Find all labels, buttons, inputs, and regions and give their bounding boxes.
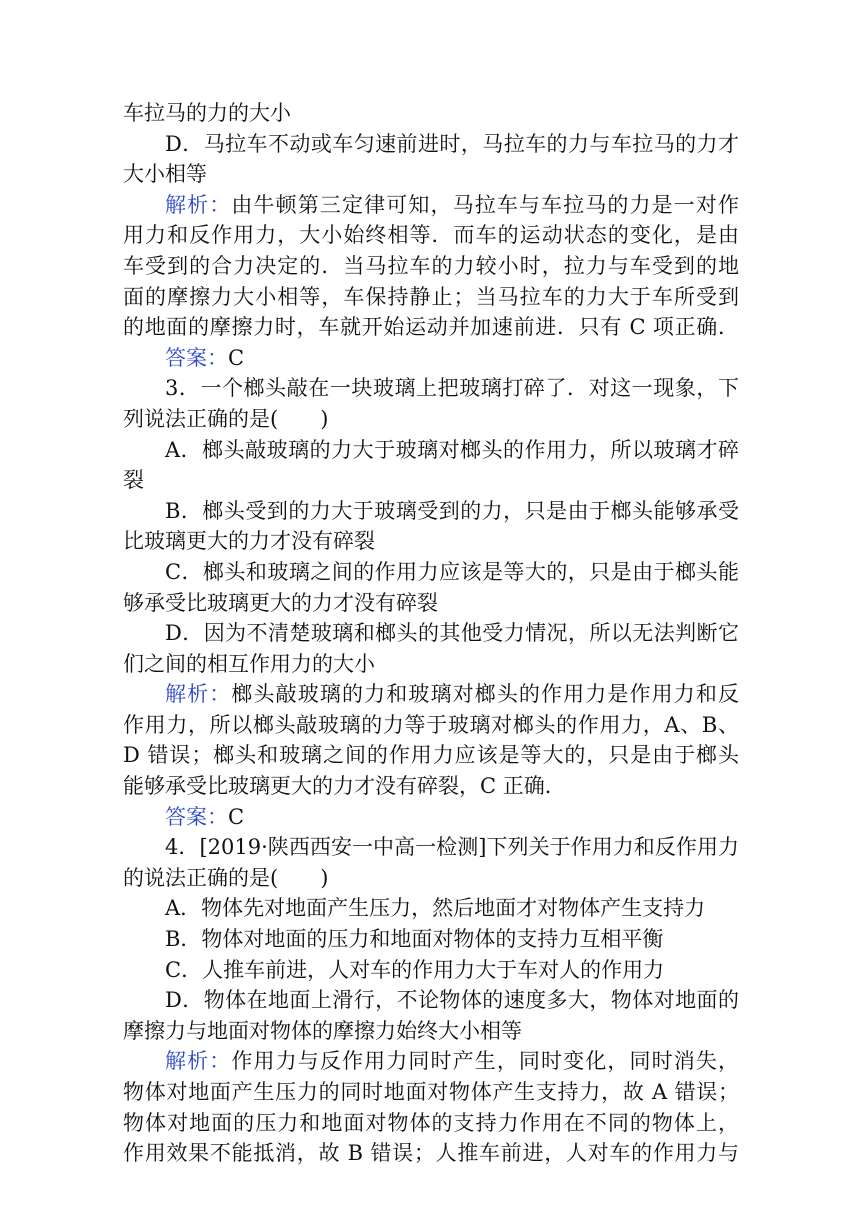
line-text: C (228, 804, 245, 829)
text-line (123, 740, 739, 771)
text-line (123, 1138, 739, 1169)
line-text: 的地面的摩擦力时，车就开始运动并加速前进．只有 C 项正确． (123, 315, 739, 340)
text-line (123, 251, 739, 282)
line-text: 作用效果不能抵消，故 B 错误；人推车前进，人对车的作用力与 (123, 1141, 739, 1166)
line-text: 用力和反作用力，大小始终相等．而车的运动状态的变化，是由 (123, 223, 739, 248)
line-text: D．马拉车不动或车匀速前进时，马拉车的力与车拉马的力才 (165, 131, 739, 156)
text-line (123, 159, 739, 190)
text-line (123, 129, 739, 160)
text-line (123, 893, 739, 924)
text-line (123, 98, 739, 129)
section-label: 解析： (165, 1049, 232, 1074)
section-label: 解析： (165, 192, 232, 217)
text-line (123, 955, 739, 986)
document-body (123, 98, 739, 1169)
line-text: 大小相等 (123, 162, 207, 187)
text-line (123, 863, 739, 894)
line-text: 列说法正确的是( ) (123, 406, 329, 431)
line-text: 裂 (123, 468, 144, 493)
labeled-text-line (123, 1046, 739, 1077)
line-text: 由牛顿第三定律可知，马拉车与车拉马的力是一对作 (231, 192, 740, 217)
line-text: 们之间的相互作用力的大小 (123, 651, 375, 676)
line-text: A．物体先对地面产生压力，然后地面才对物体产生支持力 (165, 896, 706, 921)
line-text: A．榔头敲玻璃的力大于玻璃对榔头的作用力，所以玻璃才碎 (165, 437, 739, 462)
line-text: B．榔头受到的力大于玻璃受到的力，只是由于榔头能够承受 (165, 498, 739, 523)
section-label: 答案： (165, 345, 228, 370)
line-text: D．物体在地面上滑行，不论物体的速度多大，物体对地面的 (165, 988, 739, 1013)
line-text: C．人推车前进，人对车的作用力大于车对人的作用力 (165, 957, 665, 982)
text-line (123, 557, 739, 588)
line-text: 4．[2019·陕西西安一中高一检测]下列关于作用力和反作用力 (165, 835, 739, 860)
labeled-text-line (123, 343, 739, 374)
text-line (123, 465, 739, 496)
text-line (123, 1077, 739, 1108)
text-line (123, 649, 739, 680)
text-line (123, 1108, 739, 1139)
line-text: 物体对地面产生压力的同时地面对物体产生支持力，故 A 错误； (123, 1080, 739, 1104)
text-line (123, 924, 739, 955)
line-text: C (228, 345, 245, 370)
text-line (123, 771, 739, 802)
text-line (123, 1016, 739, 1047)
text-line (123, 220, 739, 251)
section-label: 答案： (165, 804, 228, 829)
text-line (123, 373, 739, 404)
text-line (123, 832, 739, 863)
text-line (123, 312, 739, 343)
text-line (123, 282, 739, 313)
labeled-text-line (123, 190, 739, 221)
text-line (123, 618, 739, 649)
labeled-text-line (123, 802, 739, 833)
text-line (123, 526, 739, 557)
line-text: 榔头敲玻璃的力和玻璃对榔头的作用力是作用力和反 (231, 682, 740, 707)
line-text: 作用力与反作用力同时产生，同时变化，同时消失， (231, 1049, 740, 1074)
line-text: 物体对地面的压力和地面对物体的支持力作用在不同的物体上， (123, 1110, 739, 1135)
line-text: 车受到的合力决定的．当马拉车的力较小时，拉力与车受到的地 (123, 253, 739, 278)
line-text: D 错误；榔头和玻璃之间的作用力应该是等大的，只是由于榔头 (123, 743, 739, 768)
line-text: 能够承受比玻璃更大的力才没有碎裂，C 正确． (123, 774, 566, 799)
line-text: 作用力，所以榔头敲玻璃的力等于玻璃对榔头的作用力，A、B、 (123, 712, 739, 737)
labeled-text-line (123, 679, 739, 710)
line-text: 的说法正确的是( ) (123, 865, 329, 890)
line-text: 摩擦力与地面对物体的摩擦力始终大小相等 (123, 1018, 522, 1043)
line-text: B．物体对地面的压力和地面对物体的支持力互相平衡 (165, 927, 664, 952)
text-line (123, 435, 739, 466)
text-line (123, 404, 739, 435)
line-text: 3．一个榔头敲在一块玻璃上把玻璃打碎了．对这一现象，下 (165, 376, 739, 401)
line-text: C．榔头和玻璃之间的作用力应该是等大的，只是由于榔头能 (165, 559, 739, 584)
line-text: 面的摩擦力大小相等，车保持静止；当马拉车的力大于车所受到 (123, 284, 739, 309)
text-line (123, 588, 739, 619)
line-text: 车拉马的力的大小 (123, 101, 291, 125)
line-text: 比玻璃更大的力才没有碎裂 (123, 529, 375, 554)
text-line (123, 496, 739, 527)
section-label: 解析： (165, 682, 232, 707)
line-text: 够承受比玻璃更大的力才没有碎裂 (123, 590, 438, 615)
text-line (123, 985, 739, 1016)
line-text: D．因为不清楚玻璃和榔头的其他受力情况，所以无法判断它 (165, 621, 739, 646)
text-line (123, 710, 739, 741)
